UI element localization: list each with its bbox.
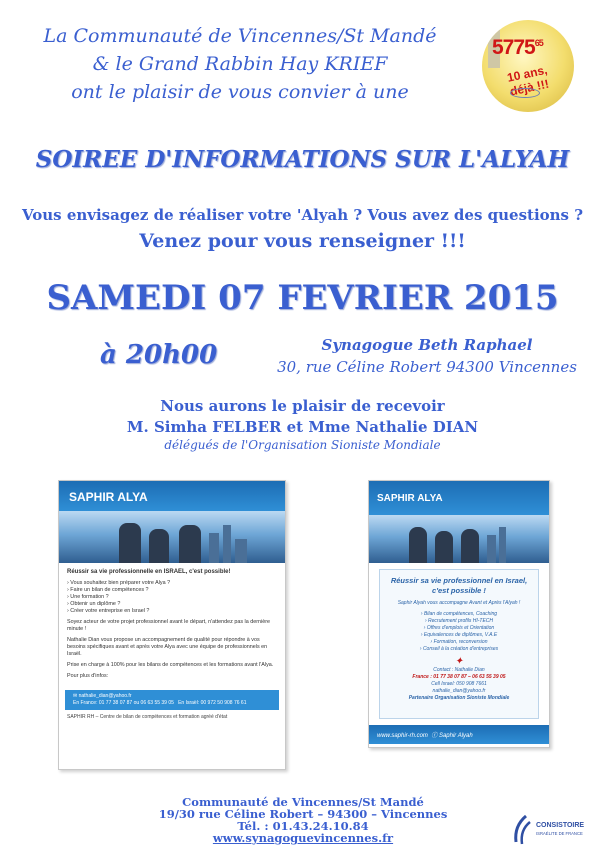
receive-line: Nous aurons le plaisir de recevoir bbox=[160, 397, 445, 415]
service-item: › Bilan de compétences, Coaching bbox=[420, 611, 498, 617]
flyer-title: Réussir sa vie professionnelle en ISRAEL, c'est possible! bbox=[67, 569, 231, 575]
flyer-paragraph: Soyez acteur de votre projet professionnel avant le départ, n'attendez pas la dernière minute ! bbox=[67, 619, 271, 632]
intro-text bbox=[10, 22, 470, 106]
bullet: › Une formation ? bbox=[67, 594, 109, 600]
badge-anniversary: 10 ans, déjà !!! bbox=[505, 62, 551, 99]
venue-address: 30, rue Céline Robert 94300 Vincennes bbox=[277, 358, 577, 376]
saphir-flyer-right bbox=[368, 480, 550, 748]
flyer-subtitle: Saphir Alyah vous accompagne Avant et Après l'Alyah ! bbox=[397, 600, 521, 606]
invite-text: Venez pour vous renseigner !!! bbox=[139, 230, 466, 252]
consistoire-line-1: CONSISTOIRE bbox=[536, 822, 585, 829]
website-text: www.saphir-rh.com bbox=[377, 733, 428, 739]
speaker-names: M. Simha FELBER et Mme Nathalie DIAN bbox=[126, 418, 479, 436]
email-text: ✉ nathalie_dian@yahoo.fr bbox=[73, 693, 132, 699]
venue-name: Synagogue Beth Raphael bbox=[321, 336, 533, 354]
bullet: › Créer votre entreprise en Israel ? bbox=[67, 608, 150, 614]
flyer-footer: SAPHIR RH – Centre de bilan de compétences et formation agréé d'état bbox=[67, 714, 228, 720]
speakers bbox=[0, 396, 605, 438]
flyer-bullets bbox=[67, 580, 277, 615]
venue bbox=[268, 334, 586, 378]
flyer-title: Réussir sa vie professionnel en Israel, c'est possible ! bbox=[390, 576, 528, 595]
partner-text: Partenaire Organisation Sioniste Mondiale bbox=[408, 695, 510, 701]
flyer-brand: SAPHIR ALYA bbox=[59, 481, 285, 511]
badge-year: 5775$^{65}$ bbox=[492, 36, 543, 59]
star-logo-icon: ✦ bbox=[454, 656, 464, 667]
intro-line-2: & le Grand Rabbin Hay KRIEF bbox=[92, 53, 388, 75]
consistoire-logo bbox=[512, 812, 594, 848]
footer-contact bbox=[130, 796, 476, 844]
intro-line-3: ont le plaisir de vous convier à une bbox=[71, 81, 409, 103]
contact-phone-fr: France : 01 77 38 07 87 – 06 63 55 39 05 bbox=[412, 674, 506, 680]
flyer-more: Pour plus d'infos: bbox=[67, 673, 109, 679]
flyer-body bbox=[59, 563, 285, 690]
flyer-banner-image bbox=[59, 511, 285, 563]
bullet: › Faire un bilan de compétences ? bbox=[67, 587, 149, 593]
bullet: › Obtenir un diplôme ? bbox=[67, 601, 121, 607]
phone-text: En France: 01 77 38 07 87 ou 06 63 55 39 05 En Israël: 00 972 50 908 76 61 bbox=[73, 700, 247, 706]
service-item: › Conseil à la création d'entreprises bbox=[419, 646, 499, 652]
event-date: SAMEDI 07 FEVRIER 2015 bbox=[46, 278, 559, 318]
contact-phone-il: Cell Israel: 050 908 7661 bbox=[431, 681, 487, 687]
flyer-banner-image bbox=[369, 515, 549, 563]
service-item: › Formation, reconversion bbox=[430, 639, 488, 645]
service-item: › Equivalences de diplômes, V.A.E bbox=[420, 632, 498, 638]
footer-phone: Tél. : 01.43.24.10.84 bbox=[237, 819, 369, 833]
flyer-footer-bar bbox=[369, 725, 549, 744]
flyer-contact bbox=[65, 690, 279, 710]
saphir-flyer-left bbox=[58, 480, 286, 770]
badge-logo-icon bbox=[510, 88, 540, 98]
flyer-paragraph: Nathalie Dian vous propose un accompagnement de qualité pour répondre à vos besoins spécifiques avant et après votre Alya avec une équipe de professionnels en Israël. bbox=[67, 637, 268, 657]
footer-address: 19/30 rue Céline Robert – 94300 – Vincennes bbox=[158, 807, 448, 821]
delegates-text: délégués de l'Organisation Sioniste Mondiale bbox=[164, 438, 441, 452]
anniversary-badge bbox=[482, 20, 574, 112]
footer-website[interactable]: www.synagoguevincennes.fr bbox=[212, 831, 394, 845]
flyer-brand: SAPHIR ALYA bbox=[369, 481, 549, 515]
question-text: Vous envisagez de réaliser votre 'Alyah ? Vous avez des questions ? bbox=[21, 206, 584, 224]
contact-email: nathalie_dian@yahoo.fr bbox=[432, 688, 486, 694]
flyer-content-box bbox=[379, 569, 539, 719]
event-title: SOIREE D'INFORMATIONS SUR L'ALYAH bbox=[35, 146, 570, 173]
contact-label: Contact : Nathalie Dian bbox=[433, 667, 485, 673]
event-time: à 20h00 bbox=[100, 340, 218, 370]
service-item: › Offres d'emplois et Orientation bbox=[423, 625, 495, 631]
flyer-paragraph: Prise en charge à 100% pour les bilans de compétences et les formations avant l'Alya. bbox=[67, 662, 274, 668]
bullet: › Vous souhaitez bien préparer votre Alya ? bbox=[67, 580, 171, 586]
footer-org: Communauté de Vincennes/St Mandé bbox=[182, 795, 424, 809]
service-item: › Recrutement profils HI-TECH bbox=[424, 618, 494, 624]
consistoire-line-2: ISRAÉLITE DE FRANCE bbox=[536, 831, 583, 836]
intro-line-1: La Communauté de Vincennes/St Mandé bbox=[43, 25, 437, 47]
social-text: Saphir Alyah bbox=[438, 733, 473, 739]
facebook-icon: ⓕ bbox=[431, 733, 438, 739]
